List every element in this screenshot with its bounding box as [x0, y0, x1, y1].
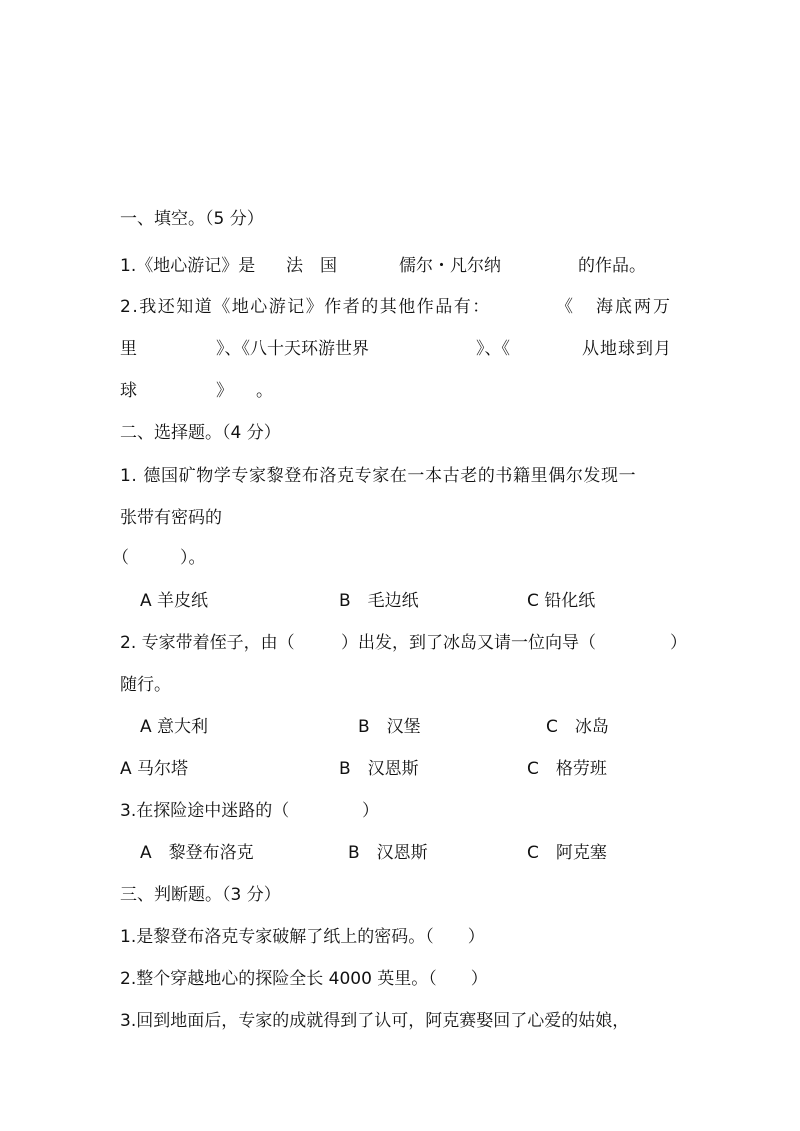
- answer-country: 法 国: [286, 256, 337, 276]
- answer-title-1: 海底两万: [596, 297, 672, 317]
- answer-title-3: 从地球到月: [582, 339, 672, 359]
- section2-q1-options: [0, 586, 800, 616]
- close-paren: ）: [670, 633, 687, 653]
- section1-q1: [0, 251, 800, 281]
- title-close-bracket: 》: [216, 381, 233, 401]
- question-suffix: 的作品。: [578, 256, 646, 276]
- answer-title-1-end: 里: [120, 339, 137, 359]
- period: 。: [256, 381, 273, 401]
- question-text: 1.《地心游记》是: [120, 256, 256, 276]
- section3-heading-line: [0, 880, 800, 910]
- option-b: B 汉堡: [358, 717, 421, 737]
- title-separator: 》、《: [476, 339, 510, 359]
- option-c: C 铅化纸: [527, 591, 596, 611]
- option-c: C 格劳班: [527, 759, 607, 779]
- section2-q2-line1: [0, 628, 800, 658]
- option-b: B 毛边纸: [339, 591, 419, 611]
- question-text: 随行。: [120, 675, 171, 695]
- section2-q1-blank: [0, 543, 800, 573]
- option-a: A 黎登布洛克: [140, 843, 254, 863]
- answer-title-2: 》、《八十天环游世界: [216, 339, 369, 359]
- section2-q3-options: [0, 838, 800, 868]
- answer-author: 儒尔・凡尔纳: [399, 256, 501, 276]
- section-heading: 一、填空。（5 分）: [120, 209, 264, 229]
- question-text: 1. 德国矿物学专家黎登布洛克专家在一本古老的书籍里偶尔发现一: [120, 466, 637, 486]
- question-text: 3.在探险途中迷路的（: [120, 801, 290, 821]
- title-open-bracket: 《: [556, 297, 573, 317]
- section3-item-3: [0, 1006, 800, 1036]
- section2-q1-line1: [0, 461, 800, 491]
- question-text: 2.我还知道《地心游记》作者的其他作品有：: [120, 297, 491, 317]
- section2-q2-line2: [0, 670, 800, 700]
- answer-blank: （ ）。: [112, 548, 206, 568]
- judgement-item: 3.回到地面后，专家的成就得到了认可，阿克赛娶回了心爱的姑娘，: [120, 1011, 630, 1031]
- question-text-mid: ）出发，到了冰岛又请一位向导（: [341, 633, 596, 653]
- answer-title-3-end: 球: [120, 381, 137, 401]
- section1-q2-line2: [0, 334, 800, 364]
- section1-q2-line1: [0, 292, 800, 322]
- section3-item-1: [0, 922, 800, 952]
- option-a: A 意大利: [140, 717, 209, 737]
- section2-q2-options-a: [0, 712, 800, 742]
- option-a: A 马尔塔: [120, 759, 189, 779]
- close-paren: ）: [362, 801, 379, 821]
- option-c: C 冰岛: [546, 717, 609, 737]
- question-text: 张带有密码的: [120, 508, 222, 528]
- section-heading: 三、判断题。（3 分）: [120, 885, 281, 905]
- section2-q1-line2: [0, 503, 800, 533]
- section3-item-2: [0, 964, 800, 994]
- option-c: C 阿克塞: [527, 843, 607, 863]
- section2-q3: [0, 796, 800, 826]
- section1-heading-line: [0, 204, 800, 234]
- section1-q2-line3: [0, 376, 800, 406]
- section-heading: 二、选择题。（4 分）: [120, 423, 281, 443]
- option-a: A 羊皮纸: [140, 591, 209, 611]
- question-text: 2. 专家带着侄子，由（: [120, 633, 295, 653]
- section2-heading-line: [0, 418, 800, 448]
- judgement-item: 1.是黎登布洛克专家破解了纸上的密码。（ ）: [120, 927, 485, 947]
- option-b: B 汉恩斯: [348, 843, 428, 863]
- option-b: B 汉恩斯: [339, 759, 419, 779]
- section2-q2-options-b: [0, 754, 800, 784]
- judgement-item: 2.整个穿越地心的探险全长 4000 英里。（ ）: [120, 969, 488, 989]
